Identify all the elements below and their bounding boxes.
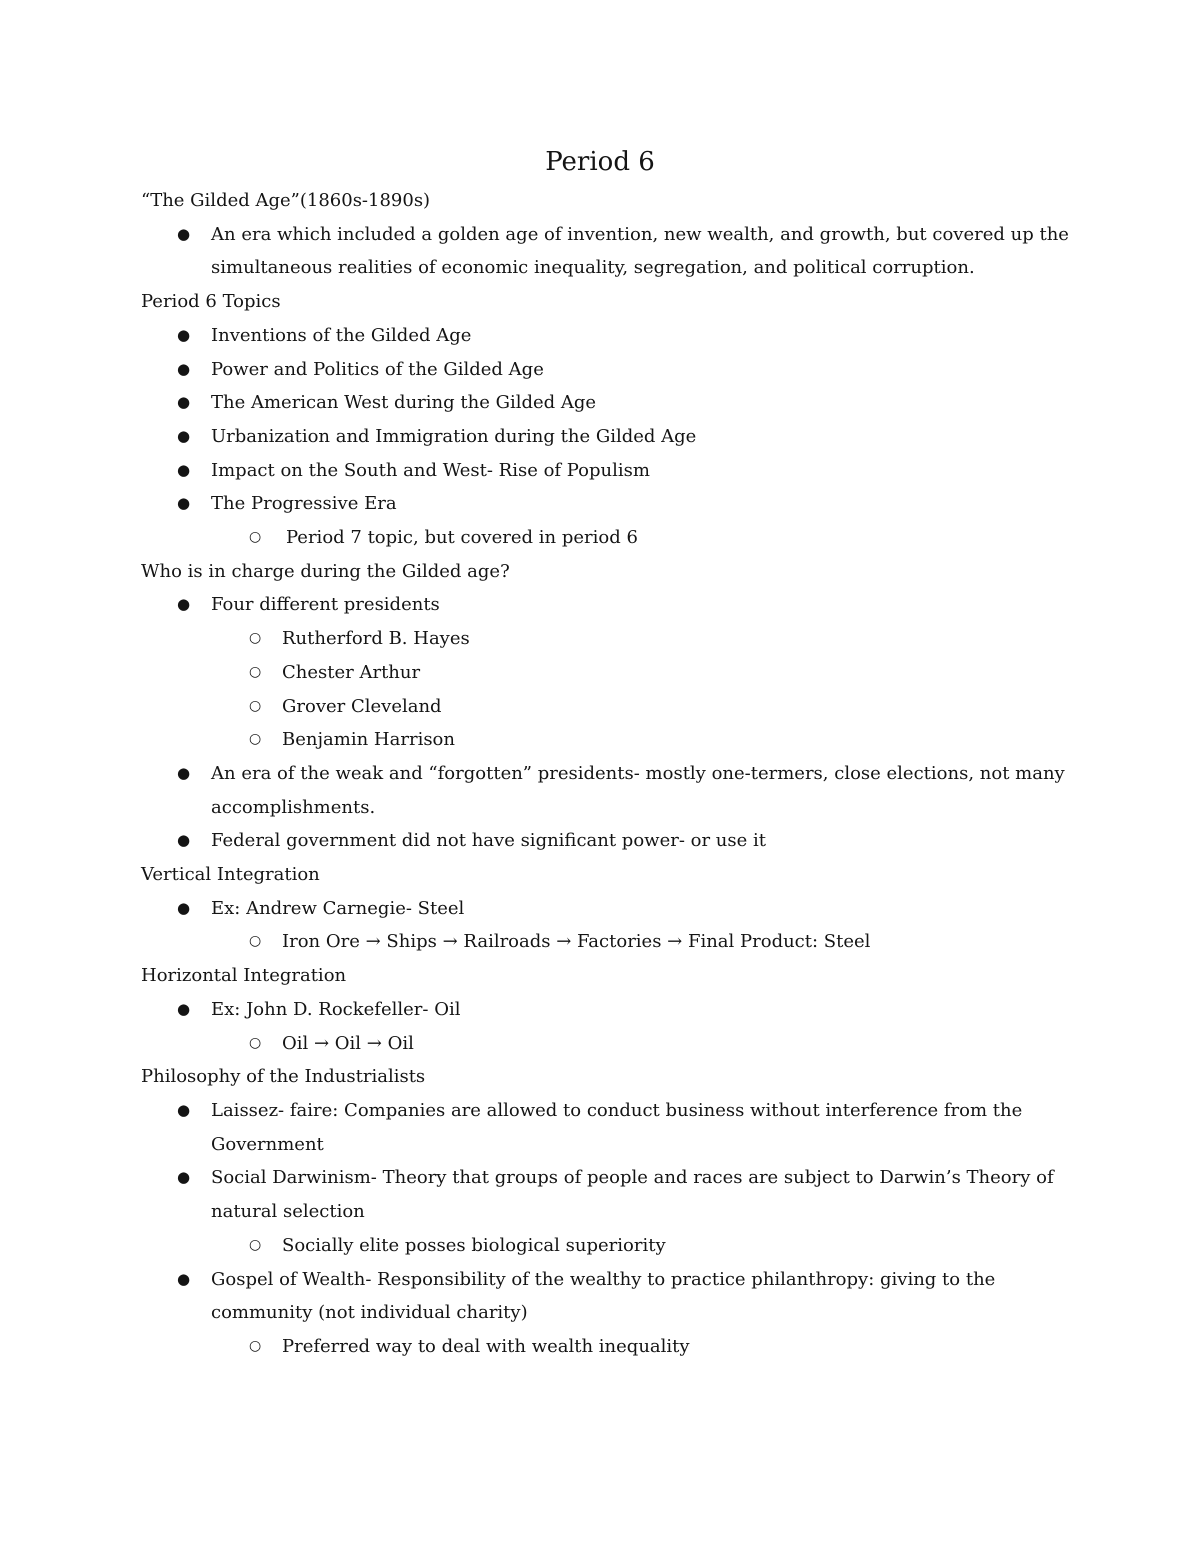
bullet-icon: ● xyxy=(177,1100,191,1119)
sub-list-item xyxy=(141,656,1071,690)
sub-list-item xyxy=(141,1330,1071,1364)
list-item-text: An era of the weak and “forgotten” presidents- mostly one-termers, close elections, not many accomplishments. xyxy=(211,762,1065,818)
bullet-icon: ● xyxy=(177,999,191,1018)
hollow-bullet-icon: ○ xyxy=(249,933,262,950)
sub-list-item-text: Socially elite posses biological superiority xyxy=(282,1234,666,1256)
list-item-text: Gospel of Wealth- Responsibility of the wealthy to practice philanthropy: giving to the community (not individual charity) xyxy=(211,1268,996,1324)
sub-list-item-text: Chester Arthur xyxy=(282,661,421,683)
list-item xyxy=(141,1161,1071,1228)
page-title: Period 6 xyxy=(545,147,655,177)
list-item-text: Federal government did not have significant power- or use it xyxy=(211,830,766,852)
bullet-icon: ● xyxy=(177,224,191,243)
bullet-icon: ● xyxy=(177,393,191,412)
heading-who-in-charge: Who is in charge during the Gilded age? xyxy=(141,560,510,582)
sub-list-item-text: Benjamin Harrison xyxy=(282,729,455,751)
sub-list-item-text: Period 7 topic, but covered in period 6 xyxy=(286,527,638,549)
list-item-text: Laissez- faire: Companies are allowed to conduct business without interference from the Government xyxy=(211,1099,1023,1155)
hollow-bullet-icon: ○ xyxy=(249,1034,262,1051)
list-gilded-age xyxy=(141,218,1071,285)
list-vertical-integration xyxy=(141,892,1071,959)
list-item-text: An era which included a golden age of invention, new wealth, and growth, but covered up the simultaneous realities of economic inequality, segregation, and political corruption. xyxy=(211,223,1069,279)
list-item-text: Inventions of the Gilded Age xyxy=(211,324,472,346)
list-item-text: Impact on the South and West- Rise of Populism xyxy=(211,459,650,481)
list-item-text: Social Darwinism- Theory that groups of people and races are subject to Darwin’s Theory of natural selection xyxy=(211,1167,1054,1223)
bullet-icon: ● xyxy=(177,595,191,614)
hollow-bullet-icon: ○ xyxy=(249,697,262,714)
sub-list-item xyxy=(141,1229,1071,1263)
bullet-icon: ● xyxy=(177,325,191,344)
list-item xyxy=(141,487,1071,521)
heading-gilded-age: “The Gilded Age”(1860s-1890s) xyxy=(141,190,431,211)
bullet-icon: ● xyxy=(177,359,191,378)
list-presidents xyxy=(141,588,1071,858)
list-horizontal-integration xyxy=(141,993,1071,1060)
list-item xyxy=(141,1263,1071,1330)
list-item xyxy=(141,824,1071,858)
bullet-icon: ● xyxy=(177,1168,191,1187)
hollow-bullet-icon: ○ xyxy=(249,663,262,680)
bullet-icon: ● xyxy=(177,494,191,513)
list-item-text: Urbanization and Immigration during the Gilded Age xyxy=(211,425,697,447)
heading-horizontal-integration: Horizontal Integration xyxy=(141,965,347,987)
list-item xyxy=(141,353,1071,387)
bullet-icon: ● xyxy=(177,831,191,850)
heading-period-6-topics: Period 6 Topics xyxy=(141,291,281,313)
sub-list-item-text: Rutherford B. Hayes xyxy=(282,628,470,650)
bullet-icon: ● xyxy=(177,460,191,479)
list-item xyxy=(141,218,1071,285)
sub-list-item xyxy=(141,690,1071,724)
list-item-text: Four different presidents xyxy=(211,594,440,616)
heading-vertical-integration: Vertical Integration xyxy=(141,864,320,886)
list-item-text: The American West during the Gilded Age xyxy=(211,392,597,414)
sub-list-item xyxy=(141,925,1071,959)
list-item xyxy=(141,319,1071,353)
sub-list-item xyxy=(141,622,1071,656)
sub-list-item-text: Grover Cleveland xyxy=(282,695,442,717)
list-item xyxy=(141,993,1071,1027)
list-item xyxy=(141,1094,1071,1161)
document-body xyxy=(141,184,1071,1364)
sub-list-item-text: Preferred way to deal with wealth inequality xyxy=(282,1335,690,1357)
list-item-text: The Progressive Era xyxy=(211,493,397,515)
sub-list-item-text: Iron Ore → Ships → Railroads → Factories → Final Product: Steel xyxy=(282,931,871,953)
sub-list-item xyxy=(141,521,1071,555)
hollow-bullet-icon: ○ xyxy=(249,731,262,748)
list-item xyxy=(141,588,1071,622)
hollow-bullet-icon: ○ xyxy=(249,1337,262,1354)
list-item xyxy=(141,420,1071,454)
sub-list-item xyxy=(141,723,1071,757)
list-item-text: Power and Politics of the Gilded Age xyxy=(211,358,544,380)
hollow-bullet-icon: ○ xyxy=(249,529,262,546)
list-item xyxy=(141,454,1071,488)
bullet-icon: ● xyxy=(177,763,191,782)
bullet-icon: ● xyxy=(177,426,191,445)
hollow-bullet-icon: ○ xyxy=(249,630,262,647)
bullet-icon: ● xyxy=(177,898,191,917)
bullet-icon: ● xyxy=(177,1269,191,1288)
list-topics xyxy=(141,319,1071,555)
list-item xyxy=(141,892,1071,926)
list-item-text: Ex: Andrew Carnegie- Steel xyxy=(211,897,465,919)
heading-philosophy: Philosophy of the Industrialists xyxy=(141,1066,426,1088)
sub-list-item-text: Oil → Oil → Oil xyxy=(282,1032,414,1054)
sub-list-item xyxy=(141,1027,1071,1061)
list-item xyxy=(141,757,1071,824)
list-item xyxy=(141,386,1071,420)
list-item-text: Ex: John D. Rockefeller- Oil xyxy=(211,998,461,1020)
hollow-bullet-icon: ○ xyxy=(249,1236,262,1253)
list-philosophy xyxy=(141,1094,1071,1364)
